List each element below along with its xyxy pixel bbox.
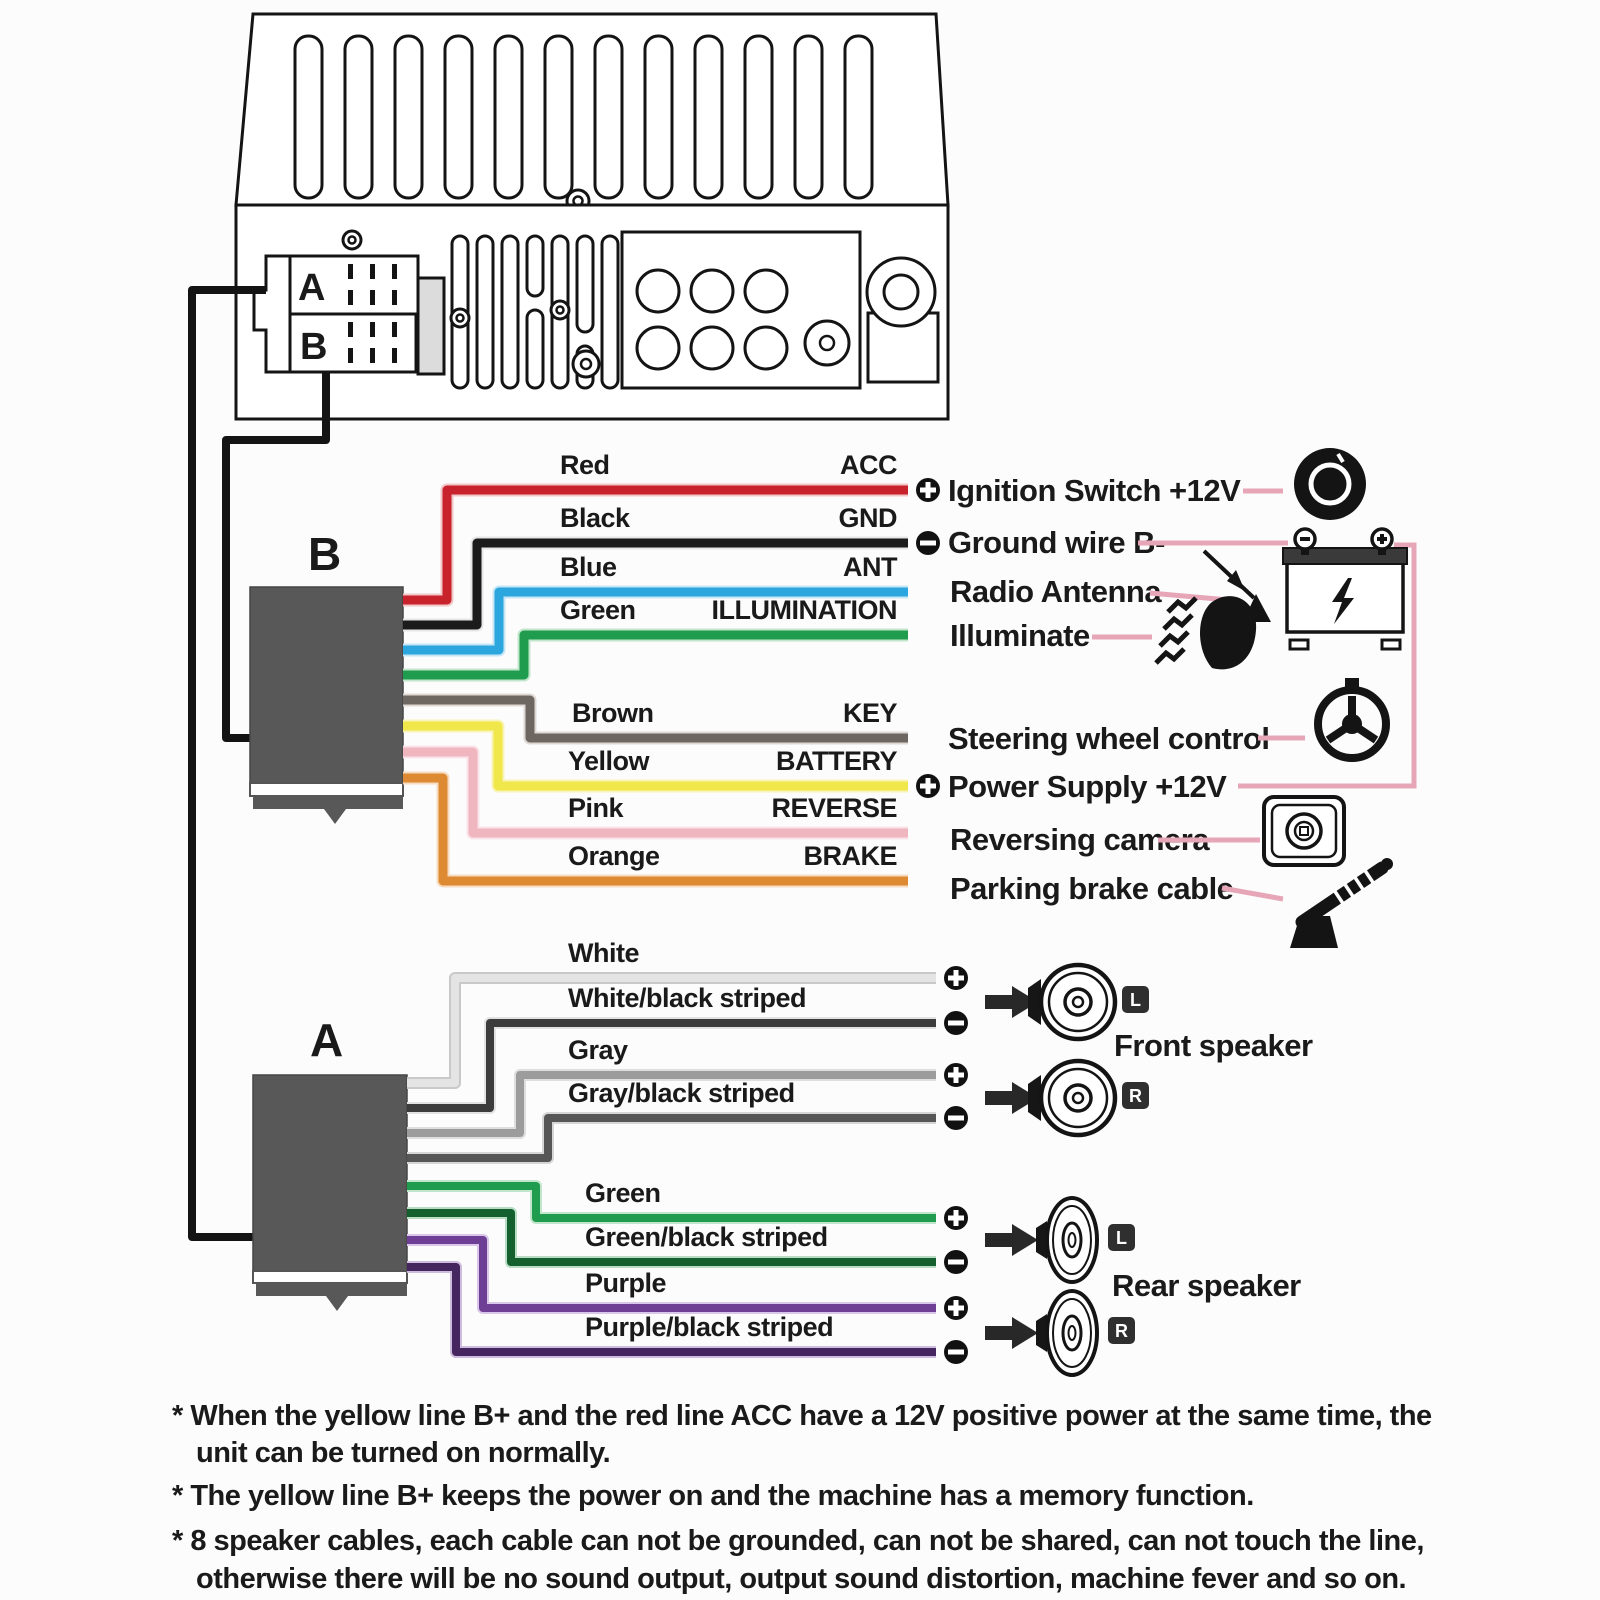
rear-speaker-label: Rear speaker (1112, 1268, 1301, 1303)
connector-b-slot (250, 783, 403, 796)
plus-icon (944, 966, 968, 990)
a-wire-labels (568, 938, 833, 1342)
head-unit-top-face (236, 14, 948, 205)
a-polarity-icons (944, 966, 968, 1364)
fin (345, 36, 372, 198)
speaker-arrows (985, 986, 1038, 1349)
wire-color-label: Purple/black striped (585, 1312, 834, 1342)
connector-a-block (253, 1014, 407, 1311)
screw-center (349, 237, 356, 244)
wire-function-label: ANT (843, 552, 897, 582)
wire-color-label: Purple (585, 1268, 667, 1298)
speaker-badge-l (1122, 986, 1149, 1013)
minus-icon (944, 1011, 968, 1035)
arrow-right-icon (985, 1224, 1038, 1256)
fin (545, 36, 572, 198)
connector-a-slot (253, 1271, 407, 1283)
svg-text:L: L (1116, 1228, 1127, 1248)
footnote-line: * 8 speaker cables, each cable can not be grounded, can not be shared, can not touch the line, (172, 1525, 1424, 1557)
destination-label: Ignition Switch +12V (948, 473, 1241, 508)
wire-function-label: BRAKE (803, 841, 897, 871)
wire-color-label: Gray (568, 1035, 628, 1065)
connector-b-block (250, 528, 403, 824)
plus-icon (944, 1063, 968, 1087)
connector-b-body (250, 587, 403, 783)
destination-label: Reversing camera (950, 822, 1210, 857)
destination-label: Illuminate (950, 618, 1090, 653)
front-speaker-label: Front speaker (1114, 1028, 1313, 1063)
rear-speaker-right-icon (1036, 1291, 1097, 1375)
fin (295, 36, 322, 198)
car-battery-icon (1283, 529, 1407, 649)
wire-color-label: Pink (568, 793, 624, 823)
svg-text:L: L (1130, 990, 1141, 1010)
head-unit (236, 14, 948, 419)
plus-icon (944, 1206, 968, 1230)
a-wires (407, 978, 936, 1352)
minus-icon (916, 531, 940, 555)
front-speaker-left-icon (1028, 965, 1115, 1039)
front-speaker-right-icon (1028, 1061, 1115, 1135)
antenna-jack (867, 258, 938, 382)
minus-icon (944, 1250, 968, 1274)
fin (695, 36, 722, 198)
fin (395, 36, 422, 198)
plus-icon (916, 478, 940, 502)
socket-side-tab (418, 278, 444, 374)
connector-b-label: B (308, 528, 341, 580)
destination-label: Parking brake cable (950, 871, 1234, 906)
svg-text:R: R (1129, 1086, 1142, 1106)
wire-function-label: BATTERY (776, 746, 897, 776)
connector-a-body (253, 1075, 407, 1271)
wire-color-label: Blue (560, 552, 617, 582)
plus-icon (944, 1296, 968, 1320)
footnote-line: * The yellow line B+ keeps the power on and the machine has a memory function. (172, 1480, 1254, 1512)
steering-wheel-icon (1318, 678, 1386, 758)
destination-label: Ground wire B- (948, 525, 1165, 560)
svg-text:R: R (1115, 1321, 1128, 1341)
fog-light-icon (1156, 596, 1256, 669)
speaker-badge-l (1108, 1224, 1135, 1251)
wire-color-label: Green (585, 1178, 661, 1208)
wire-color-label: Gray/black striped (568, 1078, 795, 1108)
connector-a-base (256, 1283, 407, 1296)
minus-icon (944, 1340, 968, 1364)
battery-minus-terminal (1295, 529, 1315, 549)
fin (645, 36, 672, 198)
destination-label: Power Supply +12V (948, 769, 1227, 804)
speaker-badge-r (1108, 1317, 1135, 1344)
fin (845, 36, 872, 198)
wire-function-label: ACC (840, 450, 897, 480)
rear-speaker-left-icon (1036, 1198, 1097, 1282)
b-wire-labels (560, 450, 898, 871)
port-b-label: B (300, 326, 327, 368)
fin (795, 36, 822, 198)
footnote-line: otherwise there will be no sound output, output sound distortion, machine fever and so on. (196, 1563, 1407, 1595)
fin (445, 36, 472, 198)
connector-b-latch (324, 809, 346, 824)
wire-color-label: Orange (568, 841, 660, 871)
battery-plus-terminal (1372, 529, 1392, 549)
wire-function-label: KEY (842, 698, 897, 728)
wire-color-label: White/black striped (568, 983, 807, 1013)
port-a-label: A (298, 267, 325, 309)
wire-color-label: Green/black striped (585, 1222, 828, 1252)
wire-color-label: Green (560, 595, 636, 625)
rca-jacks (622, 232, 860, 388)
vent-grille (451, 236, 618, 388)
wire-color-label: Yellow (568, 746, 650, 776)
wire-function-label: ILLUMINATION (711, 595, 897, 625)
connector-a-label: A (310, 1014, 343, 1066)
ignition-switch-icon (1294, 448, 1366, 520)
b-polarity-icons (916, 478, 940, 798)
footnotes (172, 1400, 1432, 1595)
harness-socket (254, 256, 444, 374)
parking-brake-icon (1290, 858, 1393, 948)
destination-label: Steering wheel control (948, 721, 1270, 756)
rear-camera-icon (1264, 797, 1344, 865)
minus-icon (944, 1106, 968, 1130)
speaker-badge-r (1122, 1082, 1149, 1109)
arrow-right-icon (985, 1317, 1038, 1349)
destination-label: Radio Antenna (950, 574, 1162, 609)
wire-color-label: White (568, 938, 639, 968)
wire-color-label: Red (560, 450, 610, 480)
footnote-line: unit can be turned on normally. (196, 1437, 611, 1469)
fin (595, 36, 622, 198)
fin (495, 36, 522, 198)
connector-a-latch (326, 1296, 348, 1311)
fin (745, 36, 772, 198)
plus-icon (916, 774, 940, 798)
wire-function-label: REVERSE (771, 793, 897, 823)
connector-b-base (253, 796, 403, 809)
footnote-line: * When the yellow line B+ and the red line ACC have a 12V positive power at the same time, the (172, 1400, 1432, 1432)
wire-function-label: GND (838, 503, 897, 533)
wire-color-label: Black (560, 503, 630, 533)
wire-color-label: Brown (572, 698, 654, 728)
